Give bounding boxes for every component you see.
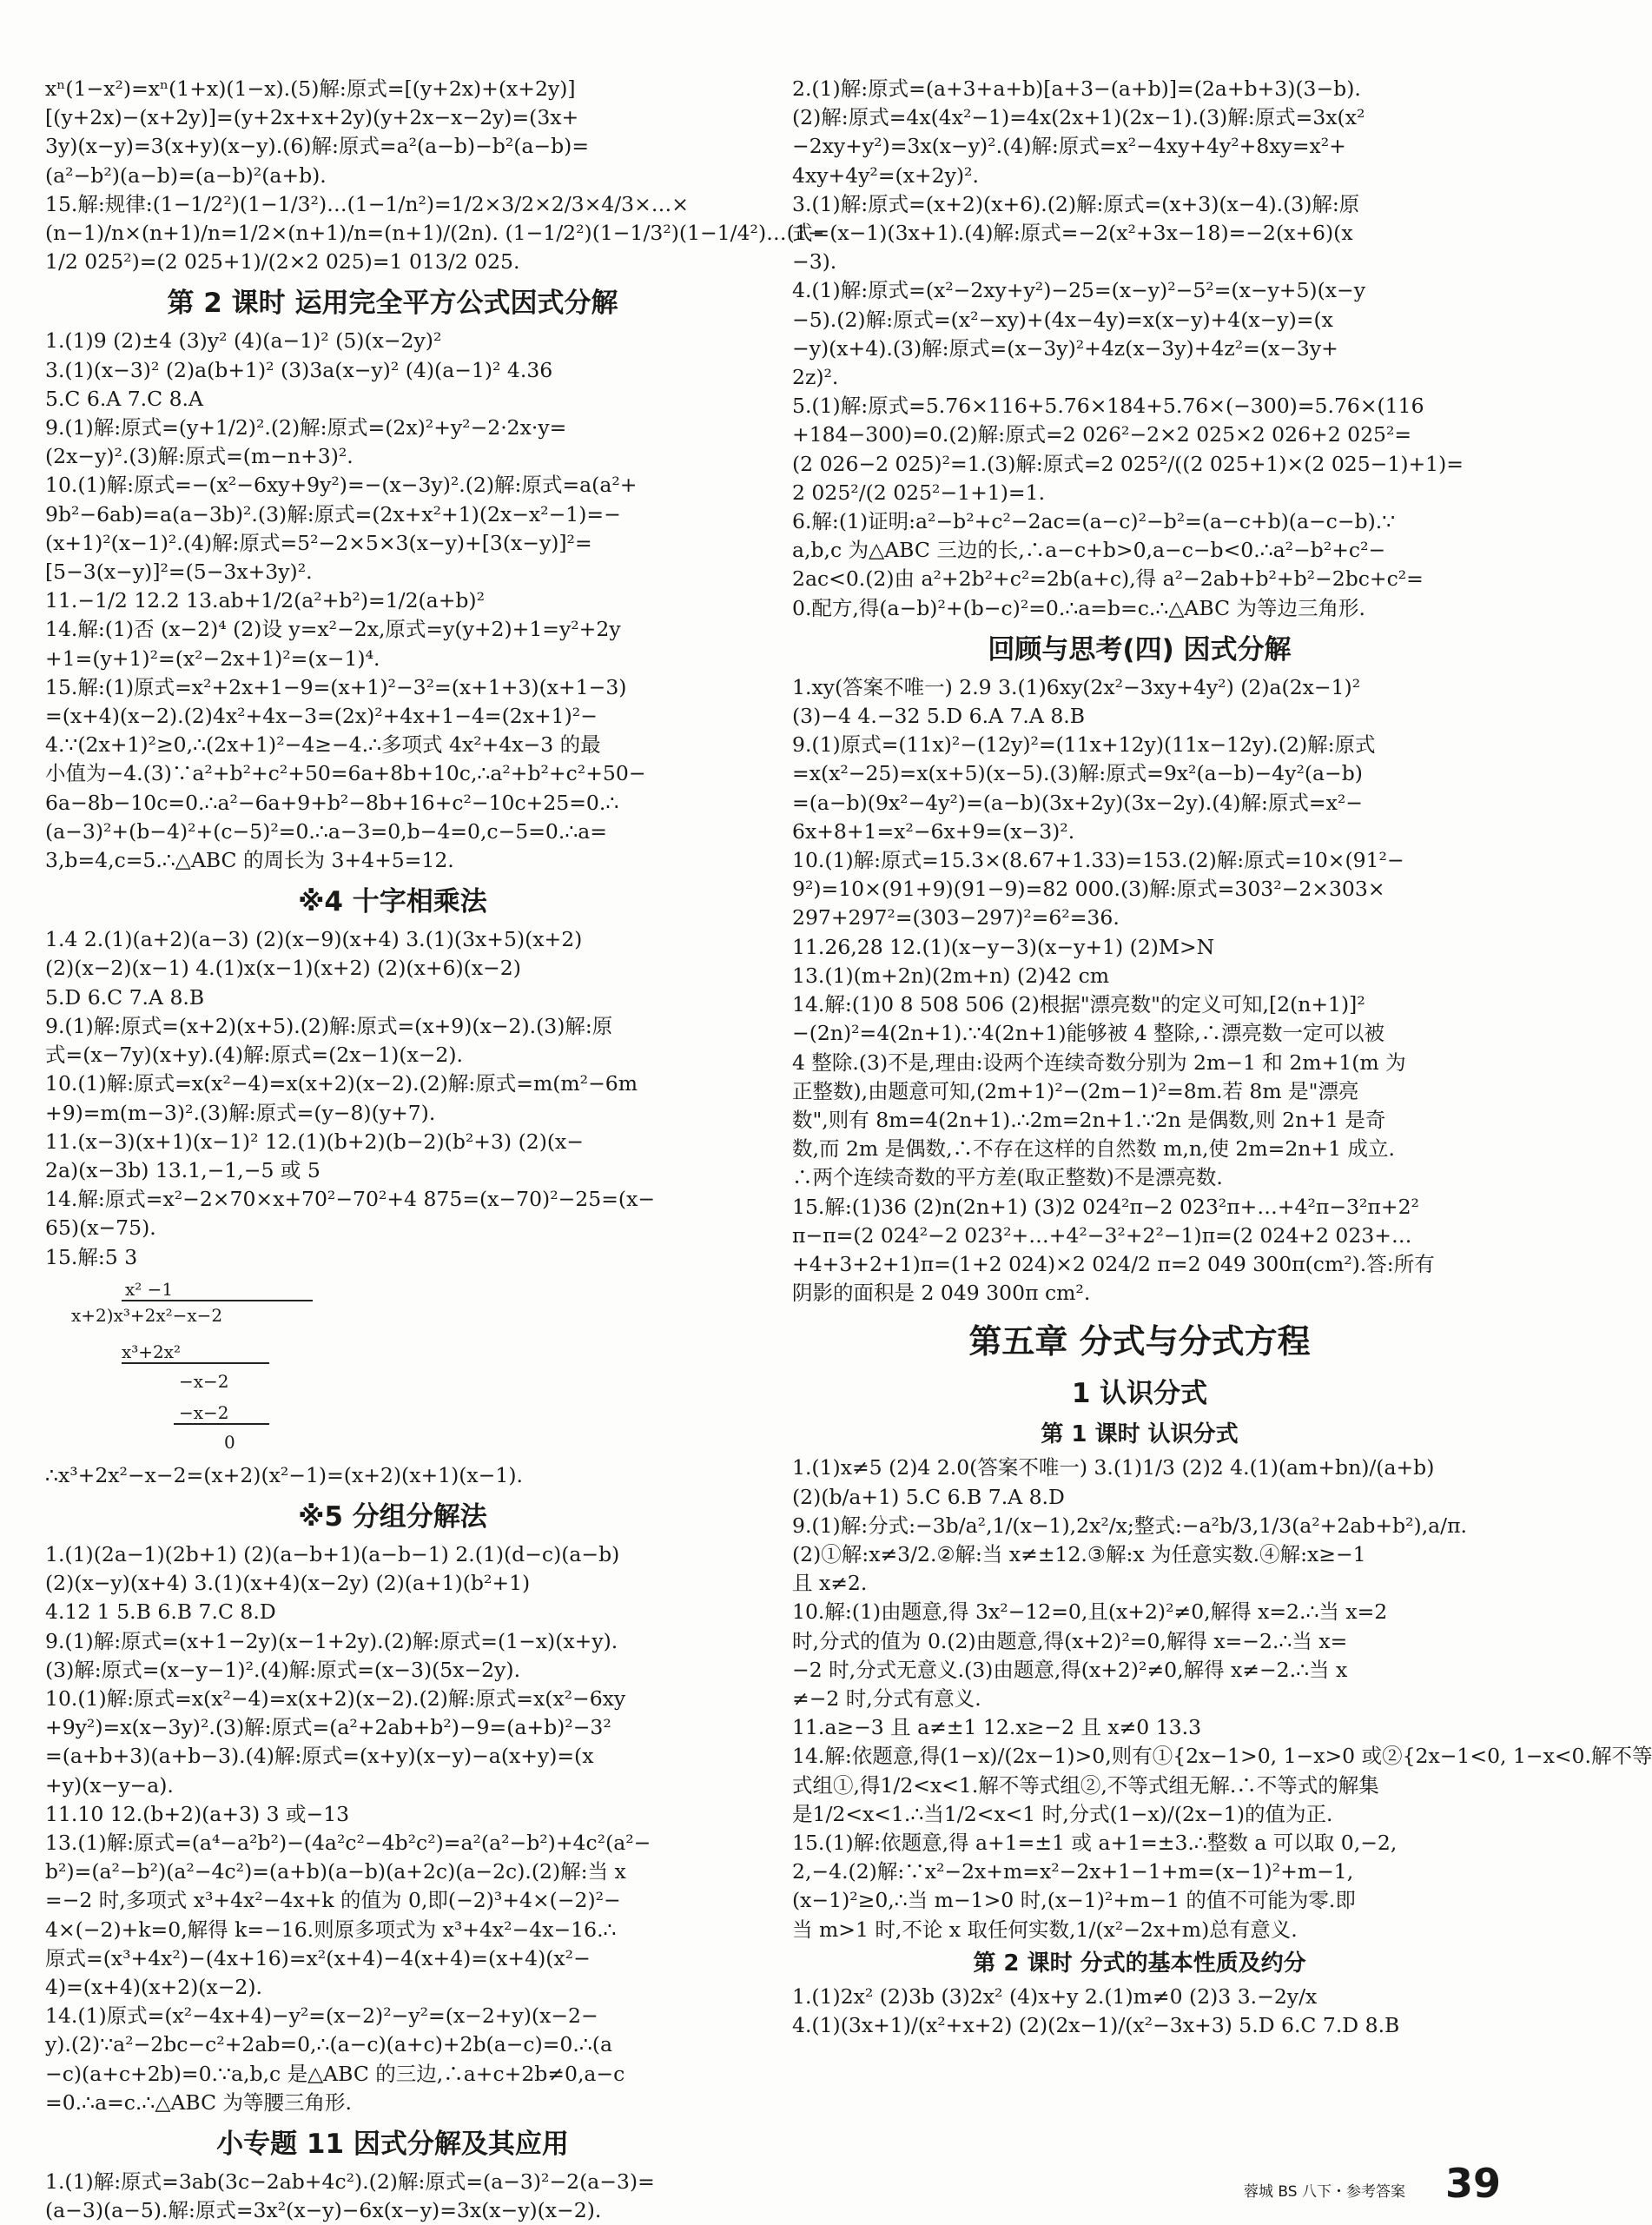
answer-line: 15.解:(1)36 (2)n(2n+1) (3)2 024²π−2 023²π+…+4²π−3²π+2² — [792, 1194, 1419, 1219]
answer-line: 1/2 025²)=(2 025+1)/(2×2 025)=1 013/2 025. — [45, 249, 520, 275]
answer-block-f — [45, 2168, 740, 2225]
lesson-1-title: 第 1 课时 认识分式 — [1041, 1421, 1239, 1448]
answer-line: 10.解:(1)由题意,得 3x²−12=0,且(x+2)²≠0,解得 x=2.∴当 x=2 — [792, 1599, 1388, 1625]
answer-line: −2 时,分式无意义.(3)由题意,得(x+2)²≠0,解得 x≠−2.∴当 x — [792, 1657, 1348, 1682]
long-division — [71, 1275, 740, 1460]
answer-line: 9.(1)解:分式:−3b/a²,1/(x−1),2x²/x;整式:−a²b/3,1/3(a²+2ab+b²),a/π. — [792, 1513, 1468, 1538]
answer-line: 4.∵(2x+1)²≥0,∴(2x+1)²−4≥−4.∴多项式 4x²+4x−3 的最 — [45, 732, 601, 758]
answer-line: 15.解:规律:(1−1/2²)(1−1/3²)…(1−1/n²)=1/2×3/2×2/3×4/3×…× — [45, 191, 689, 216]
answer-line: 1.4 2.(1)(a+2)(a−3) (2)(x−9)(x+4) 3.(1)(3x+5)(x+2) — [45, 927, 583, 952]
answer-line: 9.(1)解:原式=(x+1−2y)(x−1+2y).(2)解:原式=(1−x)(x+y). — [45, 1628, 618, 1653]
lesson-heading-2: 第 2 课时 运用完全平方公式因式分解 — [167, 288, 618, 320]
answer-line: (2)解:原式=4x(4x²−1)=4x(2x+1)(2x−1).(3)解:原式=3x(x² — [792, 105, 1365, 130]
answer-line: 1.(1)2x² (2)3b (3)2x² (4)x+y 2.(1)m≠0 (2)3 3.−2y/x — [792, 1983, 1318, 2009]
answer-line: 1.(1)9 (2)±4 (3)y² (4)(a−1)² (5)(x−2y)² — [45, 328, 442, 354]
answer-line: 4xy+4y²=(x+2y)². — [792, 162, 979, 188]
answer-line: 6.解:(1)证明:a²−b²+c²−2ac=(a−c)²−b²=(a−c+b)(a−c−b).∵ — [792, 509, 1396, 534]
answer-line: 11.a≥−3 且 a≠±1 12.x≥−2 且 x≠0 13.3 — [792, 1715, 1202, 1740]
answer-line: (2x−y)².(3)解:原式=(m−n+3)². — [45, 444, 354, 469]
answer-line: 14.解:(1)0 8 508 506 (2)根据"漂亮数"的定义可知,[2(n+1)]² — [792, 992, 1365, 1017]
answer-line: a,b,c 为△ABC 三边的长,∴a−c+b>0,a−c−b<0.∴a²−b²+c²− — [792, 538, 1386, 563]
answer-line: =x(x²−25)=x(x+5)(x−5).(3)解:原式=9x²(a−b)−4y²(a−b) — [792, 761, 1363, 786]
answer-line: 9²)=10×(91+9)(91−9)=82 000.(3)解:原式=303²−2×303× — [792, 877, 1385, 902]
answer-line: 当 m>1 时,不论 x 取任何实数,1/(x²−2x+m)总有意义. — [792, 1917, 1298, 1942]
answer-line: ∴两个连续奇数的平方差(取正整数)不是漂亮数. — [792, 1165, 1223, 1190]
answer-line: 0.配方,得(a−b)²+(b−c)²=0.∴a=b=c.∴△ABC 为等边三角形. — [792, 595, 1365, 620]
answer-line: =(x+4)(x−2).(2)4x²+4x−3=(2x)²+4x+1−4=(2x+1)²− — [45, 704, 598, 729]
answer-line: 2z)². — [792, 365, 839, 390]
answer-line: 10.(1)解:原式=x(x²−4)=x(x+2)(x−2).(2)解:原式=m(m²−6m — [45, 1071, 638, 1096]
division-step-2: −x−2 — [179, 1370, 229, 1392]
answer-line: −2xy+y²)=3x(x−y)².(4)解:原式=x²−4xy+4y²+8xy=x²+ — [792, 134, 1346, 159]
answer-line: 9.(1)解:原式=(x+2)(x+5).(2)解:原式=(x+9)(x−2).(3)解:原 — [45, 1013, 613, 1038]
answer-line: ≠−2 时,分式有意义. — [792, 1685, 981, 1711]
answer-line: 6x+8+1=x²−6x+9=(x−3)². — [792, 818, 1075, 844]
lesson-2-title: 第 2 课时 分式的基本性质及约分 — [973, 1950, 1306, 1977]
answer-line: 4.12 1 5.B 6.B 7.C 8.D — [45, 1599, 276, 1625]
answer-line: (3)解:原式=(x−y−1)².(4)解:原式=(x−3)(5x−2y). — [45, 1657, 521, 1682]
answer-line: 15.(1)解:依题意,得 a+1=±1 或 a+1=±3.∴整数 a 可以取 0,−2, — [792, 1830, 1398, 1855]
answer-line: xⁿ(1−x²)=xⁿ(1+x)(1−x).(5)解:原式=[(y+2x)+(x+2y)] — [45, 76, 576, 101]
answer-line: π−π=(2 024²−2 023²+…+4²−3²+2²−1)π=(2 024+2 023+… — [792, 1222, 1412, 1248]
answer-line: [5−3(x−y)]²=(5−3x+3y)². — [45, 560, 313, 585]
answer-line: 2,−4.(2)解:∵x²−2x+m=x²−2x+1−1+m=(x−1)²+m−1, — [792, 1859, 1354, 1884]
answer-line: 4 整除.(3)不是,理由:设两个连续奇数分别为 2m−1 和 2m+1(m 为 — [792, 1050, 1406, 1075]
answer-line: 6a−8b−10c=0.∴a²−6a+9+b²−8b+16+c²−10c+25=0.∴ — [45, 790, 619, 815]
answer-line: +y)(x−y−a). — [45, 1772, 174, 1798]
section-heading-5: ※5 分组分解法 — [298, 1500, 487, 1533]
review-heading: 回顾与思考(四) 因式分解 — [988, 633, 1292, 666]
answer-line: =−2 时,多项式 x³+4x²−4x+k 的值为 0,即(−2)³+4×(−2)²− — [45, 1888, 621, 1913]
answer-line: (a−3)(a−5).解:原式=3x²(x−y)−6x(x−y)=3x(x−y)(x−2). — [45, 2198, 602, 2223]
answer-line: 阴影的面积是 2 049 300π cm². — [792, 1281, 1091, 1306]
answer-line: −5).(2)解:原式=(x²−xy)+(4x−4y)=x(x−y)+4(x−y)=(x — [792, 307, 1333, 332]
division-dividend: x+2)x³+2x²−x−2 — [71, 1304, 223, 1326]
right-column — [792, 75, 1652, 2040]
answer-line: 10.(1)解:原式=−(x²−6xy+9y²)=−(x−3y)².(2)解:原式=a(a²+ — [45, 473, 638, 498]
answer-line: 9.(1)解:原式=(y+1/2)².(2)解:原式=(2x)²+y²−2·2x·y= — [45, 415, 567, 440]
answer-line: 1.(1)解:原式=3ab(3c−2ab+4c²).(2)解:原式=(a−3)²−2(a−3)= — [45, 2169, 655, 2194]
answer-line: 11.26,28 12.(1)(x−y−3)(x−y+1) (2)M>N — [792, 934, 1215, 959]
answer-block-e — [45, 1540, 740, 2117]
answer-line: +4+3+2+1)π=(1+2 024)×2 024/2 π=2 049 300π(cm²).答:所有 — [792, 1251, 1435, 1276]
answer-line: 15.解:5 3 — [45, 1244, 138, 1269]
answer-line: −(2n)²=4(2n+1).∵4(2n+1)能够被 4 整除,∴漂亮数一定可以被 — [792, 1021, 1385, 1046]
answer-block-rd — [792, 1983, 1487, 2040]
answer-line: 5.(1)解:原式=5.76×116+5.76×184+5.76×(−300)=5.76×(116 — [792, 394, 1424, 419]
answer-line: 15.解:(1)原式=x²+2x+1−9=(x+1)²−3²=(x+1+3)(x+1−3) — [45, 674, 627, 699]
answer-line: 数,而 2m 是偶数,∴不存在这样的自然数 m,n,使 2m=2n+1 成立. — [792, 1136, 1396, 1162]
answer-line: (x+1)²(x−1)².(4)解:原式=5²−2×5×3(x−y)+[3(x−y)]²= — [45, 530, 592, 555]
answer-line: 5.D 6.C 7.A 8.B — [45, 984, 205, 1010]
answer-line: (2)(x−y)(x+4) 3.(1)(x+4)(x−2y) (2)(a+1)(b²+1) — [45, 1571, 531, 1596]
answer-line: (x−1)²≥0,∴当 m−1>0 时,(x−1)²+m−1 的值不可能为零.即 — [792, 1888, 1356, 1913]
answer-line: 13.(1)(m+2n)(2m+n) (2)42 cm — [792, 963, 1110, 988]
answer-line: (a²−b²)(a−b)=(a−b)²(a+b). — [45, 162, 327, 188]
answer-line: (2)①解:x≠3/2.②解:当 x≠±12.③解:x 为任意实数.④解:x≥−1 — [792, 1541, 1366, 1566]
division-step-3: −x−2 — [179, 1401, 229, 1423]
answer-line: 9b²−6ab)=a(a−3b)².(3)解:原式=(2x+x²+1)(2x−x²−1)=− — [45, 501, 621, 526]
answer-line: 3,b=4,c=5.∴△ABC 的周长为 3+4+5=12. — [45, 848, 454, 873]
answer-line: (a−3)²+(b−4)²+(c−5)²=0.∴a−3=0,b−4=0,c−5=0.∴a= — [45, 818, 607, 844]
section-heading-4: ※4 十字相乘法 — [298, 886, 487, 918]
answer-line: 且 x≠2. — [792, 1571, 868, 1596]
answer-line: (3)−4 4.−32 5.D 6.A 7.A 8.B — [792, 704, 1086, 729]
section-title: 1 认识分式 — [1071, 1378, 1208, 1410]
answer-line: −y)(x+4).(3)解:原式=(x−3y)²+4z(x−3y)+4z²=(x−3y+ — [792, 335, 1338, 361]
answer-line: [(y+2x)−(x+2y)]=(y+2x+x+2y)(y+2x−x−2y)=(3x+ — [45, 105, 579, 130]
answer-line: 14.(1)原式=(x²−4x+4)−y²=(x−2)²−y²=(x−2+y)(x−2− — [45, 2003, 598, 2029]
answer-line: ∴x³+2x²−x−2=(x+2)(x²−1)=(x+2)(x+1)(x−1). — [45, 1462, 523, 1487]
answer-line: (2 026−2 025)²=1.(3)解:原式=2 025²/((2 025+1)×(2 025−1)+1)= — [792, 451, 1464, 476]
answer-block-ra — [792, 75, 1487, 623]
answer-line: 297+297²=(303−297)²=6²=36. — [792, 905, 1120, 930]
answer-line: 式=(x−1)(3x+1).(4)解:原式=−2(x²+3x−18)=−2(x+6)(x — [792, 221, 1353, 246]
answer-block-c — [45, 925, 740, 1271]
answer-line: 3.(1)解:原式=(x+2)(x+6).(2)解:原式=(x+3)(x−4).(3)解:原 — [792, 191, 1360, 216]
answer-line: +9)=m(m−3)².(3)解:原式=(y−8)(y+7). — [45, 1100, 436, 1125]
answer-line: =0.∴a=c.∴△ABC 为等腰三角形. — [45, 2089, 353, 2115]
answer-line: +184−300)=0.(2)解:原式=2 026²−2×2 025×2 026+2 025²= — [792, 422, 1412, 447]
chapter-title: 第五章 分式与分式方程 — [968, 1322, 1311, 1361]
answer-line: 11.10 12.(b+2)(a+3) 3 或−13 — [45, 1801, 350, 1826]
answer-line: 4)=(x+4)(x+2)(x−2). — [45, 1974, 262, 1999]
answer-line: 65)(x−75). — [45, 1215, 156, 1241]
answer-line: 14.解:原式=x²−2×70×x+70²−70²+4 875=(x−70)²−25=(x− — [45, 1187, 656, 1212]
answer-line: (n−1)/n×(n+1)/n=1/2×(n+1)/n=(n+1)/(2n). (1−1/2²)(1−1/3²)(1−1/4²)…(1− — [45, 221, 825, 246]
answer-line: 14.解:(1)否 (x−2)⁴ (2)设 y=x²−2x,原式=y(y+2)+1=y²+2y — [45, 617, 621, 642]
answer-line: 4.(1)(3x+1)/(x²+x+2) (2)(2x−1)/(x²−3x+3) 5.D 6.C 7.D 8.B — [792, 2012, 1400, 2037]
answer-line: b²)=(a²−b²)(a²−4c²)=(a+b)(a−b)(a+2c)(a−2c).(2)解:当 x — [45, 1859, 626, 1884]
answer-line: 2 025²/(2 025²−1+1)=1. — [792, 480, 1046, 505]
answer-line: −c)(a+c+2b)=0.∵a,b,c 是△ABC 的三边,∴a+c+2b≠0,a−c — [45, 2061, 625, 2086]
answer-line: =(a−b)(9x²−4y²)=(a−b)(3x+2y)(3x−2y).(4)解:原式=x²− — [792, 790, 1363, 815]
answer-line: y).(2)∵a²−2bc−c²+2ab=0,∴(a−c)(a+c)+2b(a−c)=0.∴(a — [45, 2032, 612, 2057]
answer-line: 4.(1)解:原式=(x²−2xy+y²)−25=(x−y)²−5²=(x−y+5)(x−y — [792, 278, 1365, 303]
answer-line: 1.xy(答案不唯一) 2.9 3.(1)6xy(2x²−3xy+4y²) (2)a(2x−1)² — [792, 674, 1361, 699]
answer-line: 1.(1)(2a−1)(2b+1) (2)(a−b+1)(a−b−1) 2.(1)(d−c)(a−b) — [45, 1541, 620, 1566]
answer-line: 4×(−2)+k=0,解得 k=−16.则原多项式为 x³+4x²−4x−16.∴ — [45, 1917, 617, 1942]
answer-line: 2.(1)解:原式=(a+3+a+b)[a+3−(a+b)]=(2a+b+3)(3−b). — [792, 76, 1361, 101]
answer-block-rc — [792, 1454, 1652, 1944]
answer-line: 11.−1/2 12.2 13.ab+1/2(a²+b²)=1/2(a+b)² — [45, 588, 486, 613]
answer-block-rb — [792, 673, 1487, 1308]
answer-line: 13.(1)解:原式=(a⁴−a²b²)−(4a²c²−4b²c²)=a²(a²−b²)+4c²(a²− — [45, 1830, 651, 1855]
answer-line: =(a+b+3)(a+b−3).(4)解:原式=(x+y)(x−y)−a(x+y)=(x — [45, 1744, 594, 1769]
answer-line: 3.(1)(x−3)² (2)a(b+1)² (3)3a(x−y)² (4)(a−1)² 4.36 — [45, 357, 553, 382]
answer-line: 原式=(x³+4x²)−(4x+16)=x²(x+4)−4(x+4)=(x+4)(x²− — [45, 1945, 591, 1970]
answer-line: 2ac<0.(2)由 a²+2b²+c²=2b(a+c),得 a²−2ab+b²+b²−2bc+c²= — [792, 566, 1424, 592]
answer-block-a — [45, 75, 825, 276]
answer-block-b — [45, 327, 740, 875]
answer-line: 5.C 6.A 7.C 8.A — [45, 386, 203, 411]
answer-line: 时,分式的值为 0.(2)由题意,得(x+2)²=0,解得 x=−2.∴当 x= — [792, 1628, 1348, 1653]
answer-line: 小值为−4.(3)∵a²+b²+c²+50=6a+8b+10c,∴a²+b²+c²+50− — [45, 761, 646, 786]
division-remainder: 0 — [224, 1431, 235, 1453]
division-quotient: x² −1 — [125, 1278, 174, 1300]
answer-line: 1.(1)x≠5 (2)4 2.0(答案不唯一) 3.(1)1/3 (2)2 4.(1)(am+bn)/(a+b) — [792, 1455, 1435, 1480]
answer-line: 式组①,得1/2<x<1.解不等式组②,不等式组无解.∴不等式的解集 — [792, 1772, 1379, 1798]
answer-line: 11.(x−3)(x+1)(x−1)² 12.(1)(b+2)(b−2)(b²+3) (2)(x− — [45, 1129, 584, 1154]
answer-block-d — [45, 1461, 740, 1490]
answer-line: 10.(1)解:原式=15.3×(8.67+1.33)=153.(2)解:原式=10×(91²− — [792, 848, 1404, 873]
division-step-1: x³+2x² — [122, 1341, 182, 1362]
footer-label: 蓉城 BS 八下・参考答案 — [1244, 2183, 1405, 2201]
answer-line: −3). — [792, 249, 837, 275]
answer-line: 14.解:依题意,得(1−x)/(2x−1)>0,则有①{2x−1>0, 1−x>0 或②{2x−1<0, 1−x<0.解不等 — [792, 1744, 1652, 1769]
answer-line: 正整数),由题意可知,(2m+1)²−(2m−1)²=8m.若 8m 是"漂亮 — [792, 1078, 1359, 1103]
answer-line: +9y²)=x(x−3y)².(3)解:原式=(a²+2ab+b²)−9=(a+b)²−3² — [45, 1715, 611, 1740]
answer-line: (2)(b/a+1) 5.C 6.B 7.A 8.D — [792, 1484, 1065, 1509]
answer-line: (2)(x−2)(x−1) 4.(1)x(x−1)(x+2) (2)(x+6)(x−2) — [45, 956, 521, 981]
answer-line: 数",则有 8m=4(2n+1).∴2m=2n+1.∵2n 是偶数,则 2n+1 是奇 — [792, 1107, 1386, 1132]
answer-line: 9.(1)原式=(11x)²−(12y)²=(11x+12y)(11x−12y).(2)解:原式 — [792, 732, 1376, 758]
topic-heading-11: 小专题 11 因式分解及其应用 — [216, 2128, 569, 2160]
answer-line: 10.(1)解:原式=x(x²−4)=x(x+2)(x−2).(2)解:原式=x(x²−6xy — [45, 1685, 626, 1711]
answer-line: 3y)(x−y)=3(x+y)(x−y).(6)解:原式=a²(a−b)−b²(a−b)= — [45, 134, 590, 159]
answer-line: 2a)(x−3b) 13.1,−1,−5 或 5 — [45, 1157, 320, 1182]
answer-line: +1=(y+1)²=(x²−2x+1)²=(x−1)⁴. — [45, 646, 380, 671]
answer-line: 式=(x−7y)(x+y).(4)解:原式=(2x−1)(x−2). — [45, 1043, 464, 1068]
answer-line: 是1/2<x<1.∴当1/2<x<1 时,分式(1−x)/(2x−1)的值为正. — [792, 1801, 1333, 1826]
page-number: 39 — [1445, 2160, 1502, 2207]
